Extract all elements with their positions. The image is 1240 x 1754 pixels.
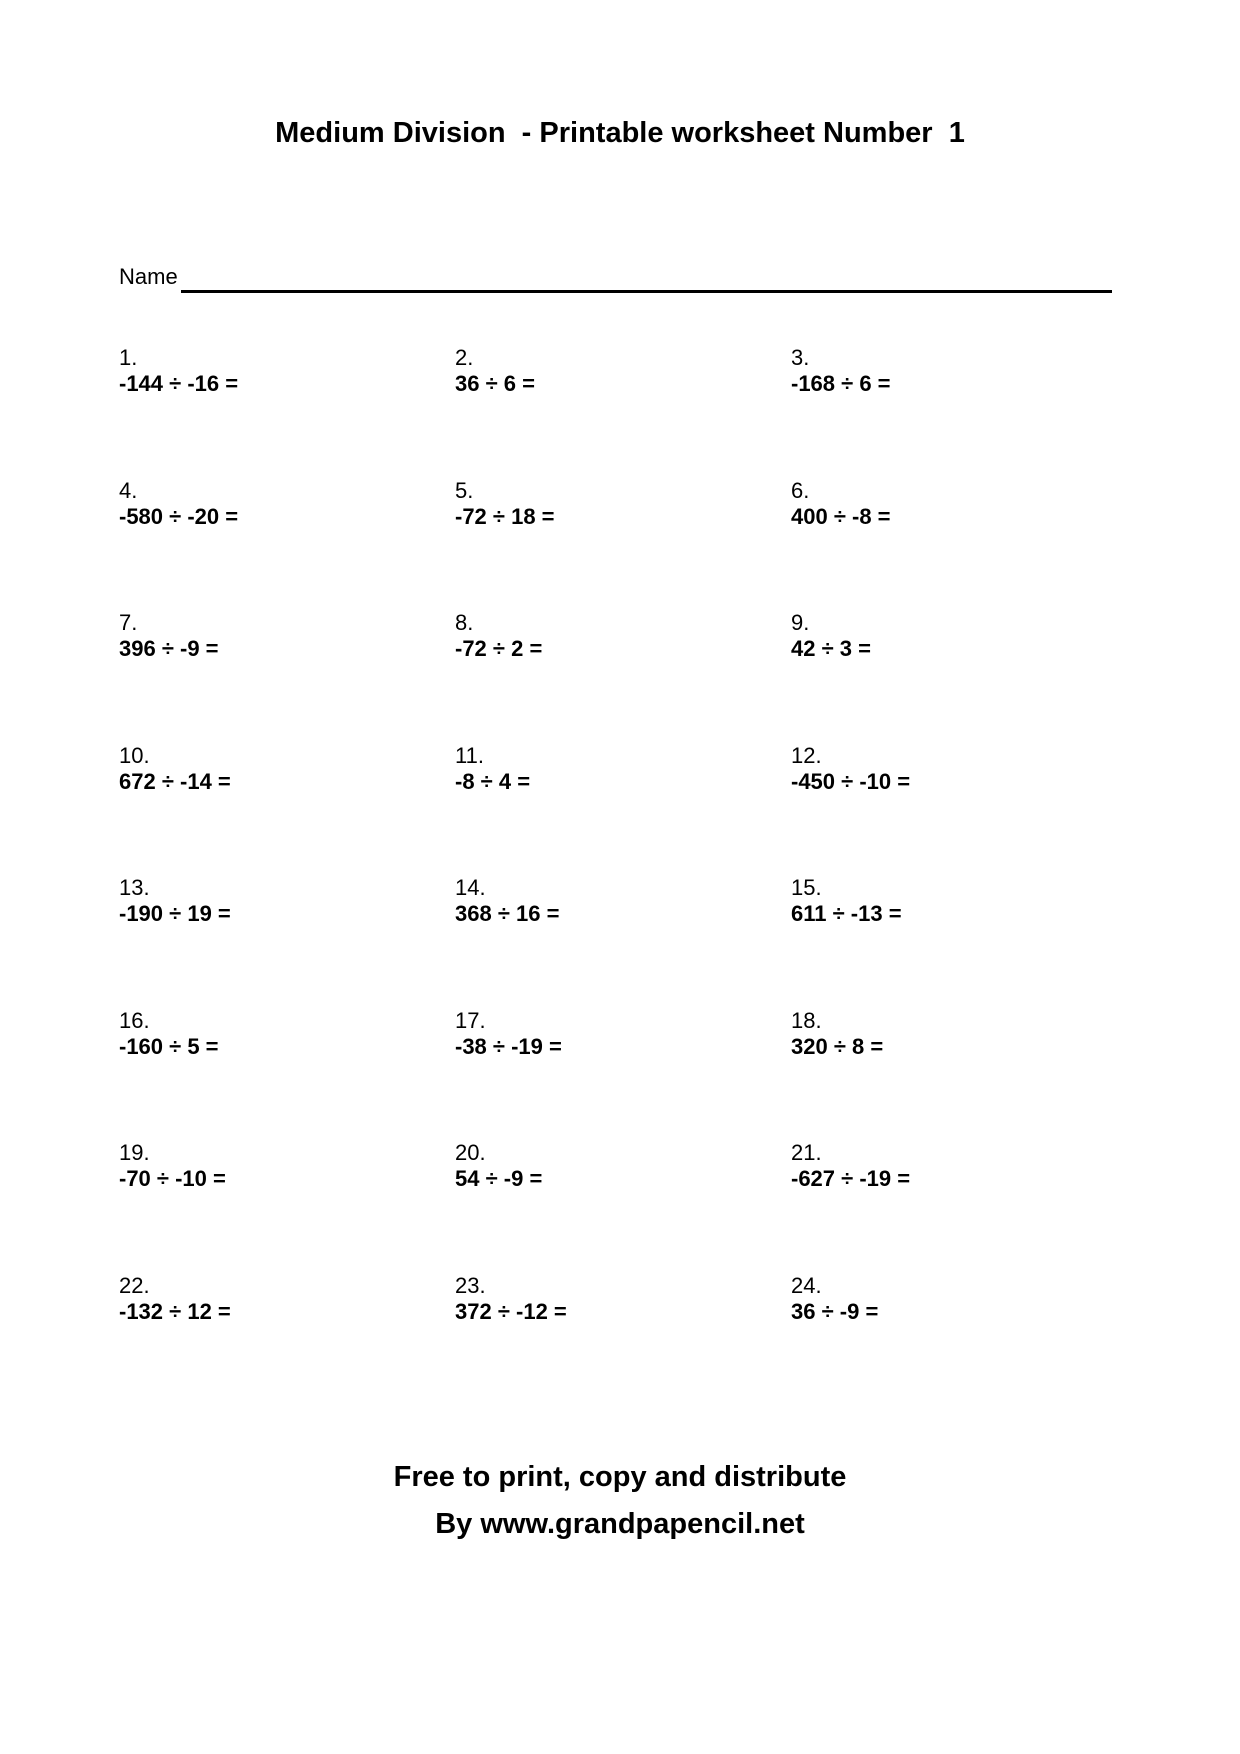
problem-expression: 372 ÷ -12 = bbox=[455, 1299, 567, 1324]
problem-expression: 672 ÷ -14 = bbox=[119, 769, 231, 794]
problem-expression: -8 ÷ 4 = bbox=[455, 769, 531, 794]
problem-expression: 54 ÷ -9 = bbox=[455, 1166, 543, 1191]
problem-item bbox=[791, 345, 1091, 397]
problem-item bbox=[455, 345, 755, 397]
name-field bbox=[119, 264, 1119, 294]
problem-item bbox=[791, 610, 1091, 662]
problem-item bbox=[455, 610, 755, 662]
problem-expression: -72 ÷ 2 = bbox=[455, 636, 543, 661]
problem-number: 2. bbox=[455, 345, 474, 370]
problem-item bbox=[791, 743, 1091, 795]
problem-item bbox=[791, 875, 1091, 927]
problem-number: 15. bbox=[791, 875, 822, 900]
problem-expression: -627 ÷ -19 = bbox=[791, 1166, 911, 1191]
problem-number: 1. bbox=[119, 345, 138, 370]
problem-item bbox=[119, 610, 419, 662]
problem-number: 7. bbox=[119, 610, 138, 635]
problem-number: 8. bbox=[455, 610, 474, 635]
problem-number: 19. bbox=[119, 1140, 150, 1165]
problem-item bbox=[119, 1008, 419, 1060]
problem-number: 3. bbox=[791, 345, 810, 370]
name-label: Name bbox=[119, 264, 178, 289]
problem-expression: -190 ÷ 19 = bbox=[119, 901, 231, 926]
problem-item bbox=[119, 478, 419, 530]
problem-item bbox=[455, 875, 755, 927]
footer-license-text: Free to print, copy and distribute bbox=[393, 1461, 847, 1493]
problem-expression: 400 ÷ -8 = bbox=[791, 504, 891, 529]
problem-expression: 611 ÷ -13 = bbox=[791, 901, 902, 926]
problem-expression: 42 ÷ 3 = bbox=[791, 636, 871, 661]
problem-number: 13. bbox=[119, 875, 150, 900]
problem-expression: -70 ÷ -10 = bbox=[119, 1166, 226, 1191]
problem-number: 6. bbox=[791, 478, 810, 503]
problem-expression: -580 ÷ -20 = bbox=[119, 504, 239, 529]
problem-expression: -144 ÷ -16 = bbox=[119, 371, 239, 396]
problem-number: 23. bbox=[455, 1273, 486, 1298]
problem-number: 9. bbox=[791, 610, 810, 635]
problem-item bbox=[119, 1273, 419, 1325]
problem-item bbox=[119, 1140, 419, 1192]
problem-expression: -72 ÷ 18 = bbox=[455, 504, 555, 529]
problem-expression: -450 ÷ -10 = bbox=[791, 769, 911, 794]
problem-expression: -132 ÷ 12 = bbox=[119, 1299, 231, 1324]
problem-number: 24. bbox=[791, 1273, 822, 1298]
problem-expression: 368 ÷ 16 = bbox=[455, 901, 560, 926]
footer-credit-text: By www.grandpapencil.net bbox=[435, 1508, 805, 1540]
problem-item bbox=[791, 1140, 1091, 1192]
problem-item bbox=[119, 875, 419, 927]
problem-number: 16. bbox=[119, 1008, 150, 1033]
problem-number: 17. bbox=[455, 1008, 486, 1033]
problem-number: 11. bbox=[455, 743, 484, 768]
problem-expression: -38 ÷ -19 = bbox=[455, 1034, 562, 1059]
problem-expression: 320 ÷ 8 = bbox=[791, 1034, 884, 1059]
problem-number: 14. bbox=[455, 875, 486, 900]
problem-number: 4. bbox=[119, 478, 138, 503]
name-underline[interactable] bbox=[181, 290, 1112, 293]
problem-item bbox=[791, 478, 1091, 530]
problem-expression: 36 ÷ 6 = bbox=[455, 371, 535, 396]
problem-item bbox=[455, 743, 755, 795]
problem-item bbox=[455, 1273, 755, 1325]
problem-item bbox=[119, 345, 419, 397]
problem-number: 20. bbox=[455, 1140, 486, 1165]
problem-expression: 36 ÷ -9 = bbox=[791, 1299, 879, 1324]
problem-item bbox=[791, 1008, 1091, 1060]
problem-item bbox=[791, 1273, 1091, 1325]
problem-expression: 396 ÷ -9 = bbox=[119, 636, 219, 661]
problem-number: 12. bbox=[791, 743, 822, 768]
problem-number: 10. bbox=[119, 743, 150, 768]
problem-number: 18. bbox=[791, 1008, 822, 1033]
problem-expression: -160 ÷ 5 = bbox=[119, 1034, 219, 1059]
page-title: Medium Division - Printable worksheet Number 1 bbox=[275, 117, 965, 149]
problem-number: 21. bbox=[791, 1140, 822, 1165]
problem-item bbox=[455, 1008, 755, 1060]
problem-expression: -168 ÷ 6 = bbox=[791, 371, 891, 396]
problem-number: 22. bbox=[119, 1273, 150, 1298]
problem-item bbox=[119, 743, 419, 795]
problem-number: 5. bbox=[455, 478, 474, 503]
problem-item bbox=[455, 478, 755, 530]
problem-item bbox=[455, 1140, 755, 1192]
